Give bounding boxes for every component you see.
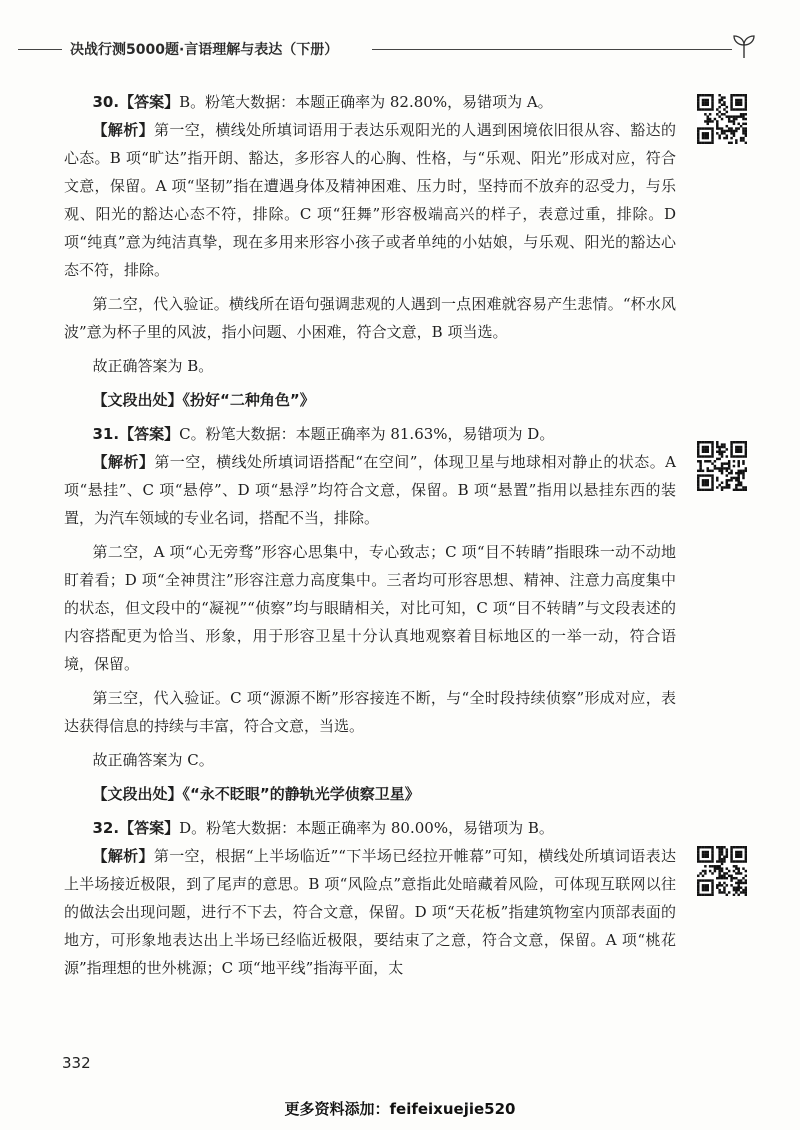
q30-source <box>64 386 676 414</box>
q31-answer-text: C。粉笔大数据：本题正确率为 81.63%，易错项为 D。 <box>179 425 555 443</box>
q31-source <box>64 780 676 808</box>
page-number: 332 <box>62 1054 91 1072</box>
q32-number: 32. <box>92 819 120 837</box>
q32-analysis-tag: 【解析】 <box>92 847 154 865</box>
q31-analysis-text: 第一空，横线处所填词语搭配“在空间”，体现卫星与地球相对静止的状态。A 项“悬挂”、C 项“悬停”、D 项“悬浮”均符合文意，保留。B 项“悬置”指用以悬挂东西的装置，为汽车领域的专业名词，搭配不当，排除。 <box>64 453 676 527</box>
q31-para3: 第三空，代入验证。C 项“源源不断”形容接连不断，与“全时段持续侦察”形成对应，表达获得信息的持续与丰富，符合文意，当选。 <box>64 689 676 735</box>
q30-answer-tag: 【答案】 <box>119 93 180 111</box>
header-title: 决战行测5000题·言语理解与表达（下册） <box>70 42 339 58</box>
q31-number: 31. <box>92 425 120 443</box>
q31-analysis-tag: 【解析】 <box>92 453 155 471</box>
q30-source-text: 《扮好“二种角色”》 <box>182 391 315 409</box>
q32-analysis <box>64 842 676 982</box>
q31-answer-tag: 【答案】 <box>119 425 180 443</box>
header-rule-left <box>18 49 62 50</box>
q31-source-text: 《“永不眨眼”的静轨光学侦察卫星》 <box>182 785 420 803</box>
q31-answer <box>64 420 676 448</box>
q30-source-tag: 【文段出处】 <box>92 391 183 409</box>
q30-analysis-text: 第一空，横线处所填词语用于表达乐观阳光的人遇到困境依旧很从容、豁达的心态。B 项“旷达”指开朗、豁达，多形容人的心胸、性格，与“乐观、阳光”形成对应，符合文意，保留。A 项“坚韧”指在遭遇身体及精神困难、压力时，坚持而不放弃的忍受力，与乐观、阳光的豁达心态不符，排除。C 项“狂舞”形容极端高兴的样子，表意过重，排除。D 项“纯真”意为纯洁真挚，现在多用来形容小孩子或者单纯的小姑娘，与乐观、阳光的豁达心态不符，排除。 <box>64 121 677 279</box>
q32-qr-code-icon[interactable] <box>697 846 747 896</box>
footer-note: 更多资料添加：feifeixuejie520 <box>284 1100 516 1118</box>
q31-source-tag: 【文段出处】 <box>92 785 183 803</box>
header-rule-right <box>372 49 732 50</box>
q32-answer-text: D。粉笔大数据：本题正确率为 80.00%，易错项为 B。 <box>179 819 554 837</box>
sprout-icon <box>730 32 758 60</box>
q32-analysis-text: 第一空，根据“上半场临近”“下半场已经拉开帷幕”可知，横线处所填词语表达上半场接近极限，到了尾声的意思。B 项“风险点”意指此处暗藏着风险，可体现互联网以往的做法会出现问题，进行不下去，符合文意，保留。D 项“天花板”指建筑物室内顶部表面的地方，可形象地表达出上半场已经临近极限，要结束了之意，符合文意，保留。A 项“桃花源”指理想的世外桃源；C 项“地平线”指海平面，太 <box>64 847 676 977</box>
q30-conclusion: 故正确答案为 B。 <box>92 357 214 375</box>
q30-analysis-tag: 【解析】 <box>92 121 154 139</box>
q31-analysis <box>64 448 676 532</box>
q30-para2: 第二空，代入验证。横线所在语句强调悲观的人遇到一点困难就容易产生悲情。“杯水风波”意为杯子里的风波，指小问题、小困难，符合文意，B 项当选。 <box>64 295 676 341</box>
q32-answer-tag: 【答案】 <box>119 819 180 837</box>
q30-number: 30. <box>92 93 120 111</box>
answer-content <box>64 88 676 982</box>
q31-conclusion: 故正确答案为 C。 <box>92 751 214 769</box>
q30-qr-code-icon[interactable] <box>697 94 747 144</box>
q31-para2: 第二空，A 项“心无旁骛”形容心思集中，专心致志；C 项“目不转睛”指眼珠一动不动地盯着看；D 项“全神贯注”形容注意力高度集中。三者均可形容思想、精神、注意力高度集中的状态，但文段中的“凝视”“侦察”均与眼睛相关，对比可知，C 项“目不转睛”与文段表述的内容搭配更为恰当、形象，用于形容卫星十分认真地观察着目标地区的一举一动，符合语境，保留。 <box>64 543 676 673</box>
q30-answer <box>64 88 676 116</box>
q30-analysis <box>64 116 676 284</box>
q30-answer-text: B。粉笔大数据：本题正确率为 82.80%，易错项为 A。 <box>179 93 553 111</box>
page-header <box>0 36 800 66</box>
q32-answer <box>64 814 676 842</box>
q31-qr-code-icon[interactable] <box>697 441 747 491</box>
